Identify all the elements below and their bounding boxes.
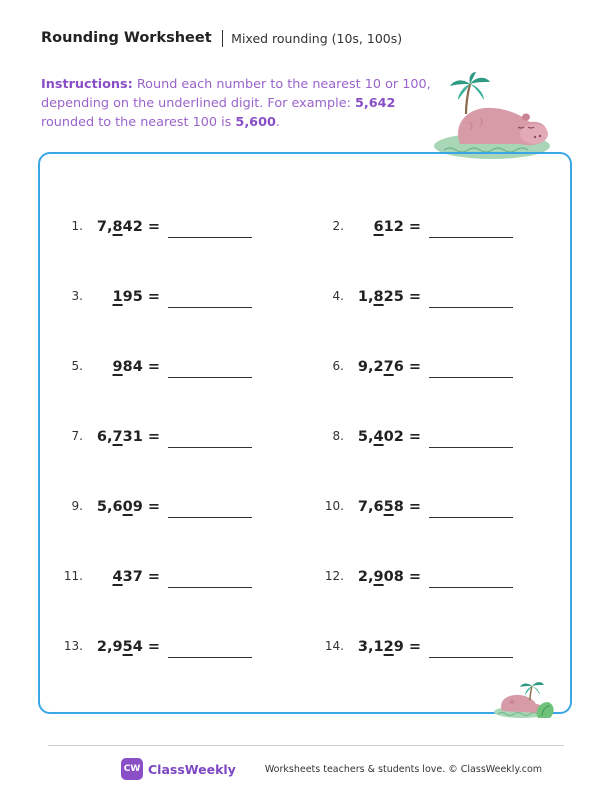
problem-value: 612 = [373,219,421,235]
problem-4 [329,284,513,308]
problem-value: 3,129 = [357,639,421,655]
answer-line[interactable] [168,377,252,378]
problem-number: 6. [332,359,344,373]
worksheet-header [41,27,402,49]
problem-value: 2,954 = [96,639,160,655]
problem-number: 12. [324,569,344,583]
problem-number: 4. [332,289,344,303]
instructions [41,75,441,132]
answer-line[interactable] [168,657,252,658]
problem-2 [329,214,513,238]
answer-line[interactable] [429,587,513,588]
answer-line[interactable] [168,517,252,518]
problem-8 [329,424,513,448]
problem-number: 11. [63,569,83,583]
problem-9 [60,494,252,518]
problem-value: 7,658 = [357,499,421,515]
instructions-text-2: rounded to the nearest 100 is [41,115,236,130]
worksheet-title: Rounding Worksheet [41,30,212,46]
problem-value: 195 = [112,289,160,305]
problem-7 [60,424,252,448]
worksheet-subtitle: Mixed rounding (10s, 100s) [231,30,403,46]
problem-number: 8. [332,429,344,443]
problem-number: 1. [71,219,83,233]
problem-number: 13. [63,639,83,653]
instructions-text-3: . [275,115,280,130]
problem-1 [60,214,252,238]
example-answer: 5,600 [235,115,276,130]
answer-line[interactable] [429,237,513,238]
answer-line[interactable] [168,307,252,308]
problem-13 [60,634,252,658]
answer-line[interactable] [429,657,513,658]
footer-divider [48,745,564,746]
answer-line[interactable] [429,517,513,518]
instructions-label: Instructions: [41,77,133,92]
answer-line[interactable] [429,447,513,448]
problem-number: 10. [324,499,344,513]
problem-6 [329,354,513,378]
problem-10 [324,494,513,518]
problem-number: 5. [71,359,83,373]
problem-value: 984 = [112,359,160,375]
problem-value: 1,825 = [357,289,421,305]
problem-12 [324,564,513,588]
problem-5 [60,354,252,378]
problem-3 [60,284,252,308]
problem-number: 3. [71,289,83,303]
problem-value: 9,276 = [357,359,421,375]
answer-line[interactable] [429,307,513,308]
problem-number: 14. [324,639,344,653]
answer-line[interactable] [168,237,252,238]
answer-line[interactable] [168,447,252,448]
problem-14 [324,634,513,658]
problem-11 [60,564,252,588]
problem-value: 7,842 = [96,219,160,235]
footer [121,757,542,781]
header-separator [222,30,224,47]
brand-name[interactable]: ClassWeekly [148,761,236,777]
problem-value: 5,402 = [357,429,421,445]
problem-value: 6,731 = [96,429,160,445]
problem-number: 7. [71,429,83,443]
palm-tree-icon [450,72,490,114]
problem-number: 9. [71,499,83,513]
hippo-island-small-illustration [492,678,558,720]
answer-line[interactable] [168,587,252,588]
footer-tagline: Worksheets teachers & students love. © ClassWeekly.com [264,763,543,775]
classweekly-logo: CW [121,758,143,780]
answer-line[interactable] [429,377,513,378]
problem-number: 2. [332,219,344,233]
problem-value: 2,908 = [357,569,421,585]
instructions-text-1: Round each number to the nearest 10 or 100, depending on the underlined digit. For example: [41,77,431,111]
problem-value: 437 = [112,569,160,585]
example-value: 5,642 [354,96,396,111]
hippo-island-illustration [430,72,555,162]
problem-value: 5,609 = [96,499,160,515]
